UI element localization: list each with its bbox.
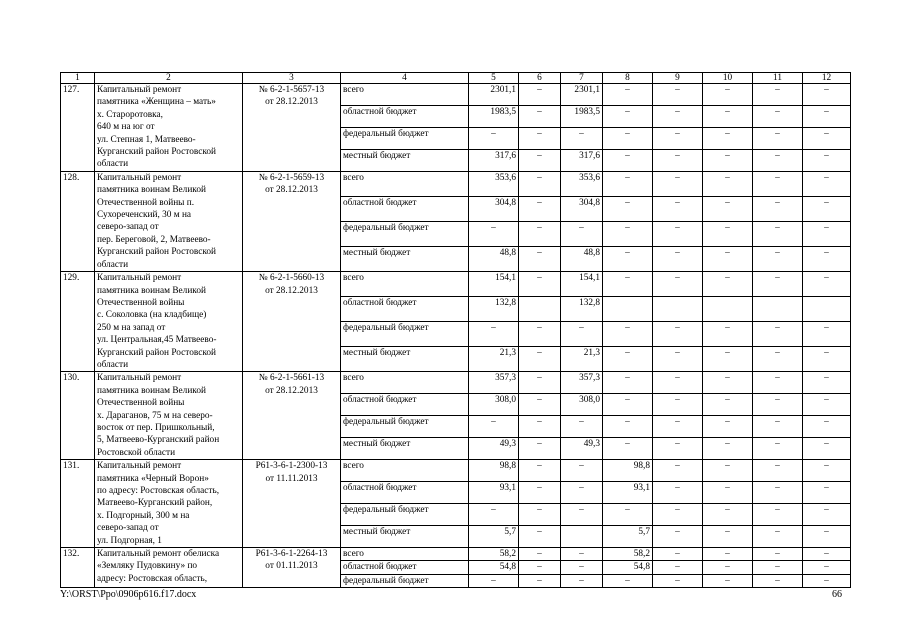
amount-cell: –: [803, 322, 851, 347]
funding-source: федеральный бюджет: [341, 127, 469, 149]
amount-cell: –: [753, 548, 803, 561]
funding-source: местный бюджет: [341, 526, 469, 548]
amount-cell: –: [803, 105, 851, 127]
amount-cell: –: [753, 504, 803, 526]
amount-cell: –: [603, 127, 653, 149]
column-header: 4: [341, 73, 469, 84]
amount-cell: –: [519, 460, 561, 482]
funding-source: федеральный бюджет: [341, 322, 469, 347]
amount-cell: –: [803, 372, 851, 394]
amount-cell: [519, 297, 561, 322]
amount-cell: –: [753, 171, 803, 196]
funding-source: всего: [341, 548, 469, 561]
amount-cell: –: [753, 322, 803, 347]
amount-cell: –: [519, 84, 561, 106]
object-name: Капитальный ремонт обелиска «Земляку Пудовкину» по адресу: Ростовская область,: [95, 548, 243, 588]
row-number: 132.: [61, 548, 95, 588]
amount-cell: 304,8: [469, 196, 519, 221]
object-name: Капитальный ремонт памятника «Женщина – мать» х. Староротовка, 640 м на юг от ул. Степная 1, Матвеево- Курганский район Ростовской области: [95, 84, 243, 172]
amount-cell: –: [519, 504, 561, 526]
amount-cell: –: [753, 416, 803, 438]
amount-cell: –: [603, 504, 653, 526]
amount-cell: –: [703, 526, 753, 548]
document-path: Y:\ORST\Ppo\0906p616.f17.docx: [60, 589, 197, 600]
row-number: 130.: [61, 372, 95, 460]
column-header: 3: [243, 73, 341, 84]
amount-cell: –: [603, 416, 653, 438]
amount-cell: –: [519, 247, 561, 272]
amount-cell: 93,1: [603, 482, 653, 504]
amount-cell: –: [703, 127, 753, 149]
amount-cell: –: [753, 561, 803, 574]
amount-cell: –: [653, 84, 703, 106]
table-row: [61, 460, 851, 482]
amount-cell: –: [803, 526, 851, 548]
column-header-row: [61, 73, 851, 84]
amount-cell: –: [753, 84, 803, 106]
amount-cell: –: [703, 149, 753, 171]
row-number: 128.: [61, 171, 95, 271]
amount-cell: 2301,1: [469, 84, 519, 106]
row-number: 131.: [61, 460, 95, 548]
amount-cell: –: [703, 460, 753, 482]
amount-cell: 54,8: [603, 561, 653, 574]
table-row: [61, 548, 851, 561]
amount-cell: –: [803, 561, 851, 574]
amount-cell: –: [803, 347, 851, 372]
column-header: 7: [561, 73, 603, 84]
amount-cell: –: [519, 416, 561, 438]
funding-source: областной бюджет: [341, 297, 469, 322]
expertise-document: № 6-2-1-5657-13 от 28.12.2013: [243, 84, 341, 172]
amount-cell: –: [703, 394, 753, 416]
amount-cell: –: [603, 105, 653, 127]
amount-cell: –: [653, 196, 703, 221]
amount-cell: –: [803, 149, 851, 171]
amount-cell: –: [561, 561, 603, 574]
amount-cell: –: [803, 196, 851, 221]
amount-cell: –: [753, 438, 803, 460]
funding-source: всего: [341, 372, 469, 394]
amount-cell: –: [653, 438, 703, 460]
amount-cell: –: [653, 504, 703, 526]
amount-cell: 317,6: [469, 149, 519, 171]
amount-cell: 353,6: [469, 171, 519, 196]
amount-cell: 1983,5: [469, 105, 519, 127]
amount-cell: –: [603, 394, 653, 416]
amount-cell: –: [561, 460, 603, 482]
amount-cell: 317,6: [561, 149, 603, 171]
amount-cell: –: [561, 504, 603, 526]
funding-source: всего: [341, 171, 469, 196]
amount-cell: –: [519, 105, 561, 127]
expertise-document: № 6-2-1-5659-13 от 28.12.2013: [243, 171, 341, 271]
amount-cell: –: [803, 416, 851, 438]
expertise-document: № 6-2-1-5661-13 от 28.12.2013: [243, 372, 341, 460]
amount-cell: –: [519, 574, 561, 587]
amount-cell: 5,7: [603, 526, 653, 548]
amount-cell: –: [603, 322, 653, 347]
amount-cell: [753, 297, 803, 322]
amount-cell: 154,1: [469, 272, 519, 297]
amount-cell: –: [519, 221, 561, 246]
amount-cell: –: [753, 272, 803, 297]
amount-cell: 2301,1: [561, 84, 603, 106]
amount-cell: –: [803, 127, 851, 149]
amount-cell: –: [753, 482, 803, 504]
amount-cell: –: [753, 526, 803, 548]
amount-cell: –: [469, 416, 519, 438]
column-header: 8: [603, 73, 653, 84]
amount-cell: –: [561, 127, 603, 149]
amount-cell: –: [803, 84, 851, 106]
funding-source: местный бюджет: [341, 247, 469, 272]
amount-cell: 308,0: [561, 394, 603, 416]
amount-cell: –: [519, 171, 561, 196]
amount-cell: –: [803, 394, 851, 416]
amount-cell: –: [469, 221, 519, 246]
amount-cell: –: [653, 574, 703, 587]
amount-cell: –: [653, 322, 703, 347]
amount-cell: 98,8: [469, 460, 519, 482]
amount-cell: –: [703, 548, 753, 561]
funding-source: федеральный бюджет: [341, 574, 469, 587]
funding-source: областной бюджет: [341, 561, 469, 574]
amount-cell: –: [703, 84, 753, 106]
amount-cell: 21,3: [469, 347, 519, 372]
amount-cell: –: [803, 438, 851, 460]
amount-cell: –: [653, 460, 703, 482]
amount-cell: 93,1: [469, 482, 519, 504]
amount-cell: 58,2: [469, 548, 519, 561]
amount-cell: –: [753, 127, 803, 149]
amount-cell: –: [703, 221, 753, 246]
amount-cell: –: [753, 347, 803, 372]
page-number: 66: [832, 589, 842, 600]
amount-cell: –: [603, 221, 653, 246]
amount-cell: –: [753, 196, 803, 221]
table-row: [61, 84, 851, 106]
amount-cell: –: [653, 221, 703, 246]
amount-cell: –: [653, 272, 703, 297]
amount-cell: 48,8: [561, 247, 603, 272]
amount-cell: –: [803, 482, 851, 504]
column-header: 5: [469, 73, 519, 84]
table-row: [61, 171, 851, 196]
column-header: 1: [61, 73, 95, 84]
amount-cell: 5,7: [469, 526, 519, 548]
amount-cell: –: [703, 272, 753, 297]
amount-cell: 154,1: [561, 272, 603, 297]
amount-cell: –: [653, 482, 703, 504]
amount-cell: 49,3: [561, 438, 603, 460]
funding-source: местный бюджет: [341, 347, 469, 372]
row-number: 129.: [61, 272, 95, 372]
amount-cell: –: [519, 196, 561, 221]
amount-cell: –: [519, 438, 561, 460]
amount-cell: –: [653, 247, 703, 272]
object-name: Капитальный ремонт памятника «Черный Ворон» по адресу: Ростовская область, Матвеево-Курганский район, х. Подгорный, 300 м на северо-запад от ул. Подгорная, 1: [95, 460, 243, 548]
amount-cell: –: [519, 347, 561, 372]
amount-cell: –: [603, 149, 653, 171]
amount-cell: –: [703, 247, 753, 272]
amount-cell: –: [703, 438, 753, 460]
amount-cell: 58,2: [603, 548, 653, 561]
amount-cell: [561, 526, 603, 548]
amount-cell: –: [653, 394, 703, 416]
amount-cell: –: [753, 221, 803, 246]
amount-cell: –: [469, 574, 519, 587]
amount-cell: –: [519, 548, 561, 561]
amount-cell: –: [703, 105, 753, 127]
amount-cell: 132,8: [561, 297, 603, 322]
amount-cell: –: [703, 372, 753, 394]
amount-cell: –: [519, 322, 561, 347]
amount-cell: –: [803, 460, 851, 482]
amount-cell: –: [803, 171, 851, 196]
amount-cell: –: [703, 322, 753, 347]
funding-source: областной бюджет: [341, 482, 469, 504]
amount-cell: –: [653, 372, 703, 394]
amount-cell: –: [469, 322, 519, 347]
amount-cell: 54,8: [469, 561, 519, 574]
amount-cell: –: [561, 322, 603, 347]
amount-cell: –: [561, 416, 603, 438]
column-header: 6: [519, 73, 561, 84]
amount-cell: –: [653, 171, 703, 196]
amount-cell: –: [603, 372, 653, 394]
funding-source: всего: [341, 84, 469, 106]
amount-cell: –: [519, 127, 561, 149]
amount-cell: 98,8: [603, 460, 653, 482]
funding-source: всего: [341, 460, 469, 482]
amount-cell: –: [703, 504, 753, 526]
amount-cell: –: [653, 149, 703, 171]
table-row: [61, 272, 851, 297]
amount-cell: –: [469, 127, 519, 149]
object-name: Капитальный ремонт памятника воинам Великой Отечественной войны х. Дараганов, 75 м на северо- восток от пер. Пришкольный, 5, Матвеево-Курганский район Ростовской области: [95, 372, 243, 460]
amount-cell: 308,0: [469, 394, 519, 416]
amount-cell: –: [703, 416, 753, 438]
amount-cell: [803, 297, 851, 322]
amount-cell: –: [653, 127, 703, 149]
amount-cell: –: [603, 347, 653, 372]
amount-cell: 48,8: [469, 247, 519, 272]
amount-cell: –: [753, 574, 803, 587]
budget-table: [60, 72, 851, 588]
funding-source: федеральный бюджет: [341, 504, 469, 526]
funding-source: областной бюджет: [341, 394, 469, 416]
amount-cell: –: [753, 149, 803, 171]
amount-cell: –: [519, 272, 561, 297]
amount-cell: –: [603, 272, 653, 297]
amount-cell: –: [519, 561, 561, 574]
column-header: 11: [753, 73, 803, 84]
funding-source: местный бюджет: [341, 149, 469, 171]
amount-cell: 49,3: [469, 438, 519, 460]
amount-cell: –: [703, 561, 753, 574]
amount-cell: –: [603, 84, 653, 106]
funding-source: всего: [341, 272, 469, 297]
amount-cell: –: [803, 504, 851, 526]
amount-cell: –: [653, 548, 703, 561]
amount-cell: –: [561, 221, 603, 246]
amount-cell: –: [803, 221, 851, 246]
column-header: 10: [703, 73, 753, 84]
amount-cell: –: [803, 548, 851, 561]
amount-cell: –: [703, 196, 753, 221]
amount-cell: 1983,5: [561, 105, 603, 127]
amount-cell: –: [753, 372, 803, 394]
amount-cell: –: [519, 394, 561, 416]
amount-cell: –: [753, 460, 803, 482]
amount-cell: –: [603, 438, 653, 460]
expertise-document: Р61-3-6-1-2300-13 от 11.11.2013: [243, 460, 341, 548]
table-body: [61, 84, 851, 588]
amount-cell: [653, 297, 703, 322]
amount-cell: 304,8: [561, 196, 603, 221]
amount-cell: –: [603, 574, 653, 587]
amount-cell: –: [803, 272, 851, 297]
amount-cell: –: [803, 247, 851, 272]
column-header: 12: [803, 73, 851, 84]
amount-cell: –: [469, 504, 519, 526]
amount-cell: –: [653, 105, 703, 127]
amount-cell: 357,3: [469, 372, 519, 394]
table-row: [61, 372, 851, 394]
amount-cell: –: [703, 574, 753, 587]
amount-cell: 132,8: [469, 297, 519, 322]
amount-cell: 353,6: [561, 171, 603, 196]
funding-source: областной бюджет: [341, 196, 469, 221]
object-name: Капитальный ремонт памятника воинам Великой Отечественной войны п. Сухореченский, 30 м на северо-запад от пер. Береговой, 2, Матвеево- Курганский район Ростовской области: [95, 171, 243, 271]
amount-cell: –: [653, 416, 703, 438]
amount-cell: 21,3: [561, 347, 603, 372]
amount-cell: –: [519, 482, 561, 504]
funding-source: областной бюджет: [341, 105, 469, 127]
amount-cell: –: [703, 482, 753, 504]
amount-cell: –: [653, 561, 703, 574]
amount-cell: –: [753, 247, 803, 272]
expertise-document: Р61-3-6-1-2264-13 от 01.11.2013: [243, 548, 341, 588]
amount-cell: –: [603, 196, 653, 221]
column-header: 2: [95, 73, 243, 84]
amount-cell: –: [803, 574, 851, 587]
funding-source: местный бюджет: [341, 438, 469, 460]
amount-cell: –: [653, 347, 703, 372]
amount-cell: –: [519, 149, 561, 171]
object-name: Капитальный ремонт памятника воинам Великой Отечественной войны с. Соколовка (на кладбище) 250 м на запад от ул. Центральная,45 Матвеево- Курганский район Ростовской области: [95, 272, 243, 372]
amount-cell: –: [753, 105, 803, 127]
column-header: 9: [653, 73, 703, 84]
amount-cell: –: [653, 526, 703, 548]
amount-cell: –: [561, 548, 603, 561]
amount-cell: [603, 297, 653, 322]
amount-cell: –: [603, 247, 653, 272]
amount-cell: –: [561, 482, 603, 504]
amount-cell: –: [703, 171, 753, 196]
amount-cell: –: [561, 574, 603, 587]
funding-source: федеральный бюджет: [341, 221, 469, 246]
amount-cell: –: [703, 347, 753, 372]
amount-cell: 357,3: [561, 372, 603, 394]
amount-cell: –: [603, 171, 653, 196]
amount-cell: –: [519, 372, 561, 394]
amount-cell: –: [519, 526, 561, 548]
amount-cell: –: [753, 394, 803, 416]
amount-cell: [703, 297, 753, 322]
funding-source: федеральный бюджет: [341, 416, 469, 438]
row-number: 127.: [61, 84, 95, 172]
expertise-document: № 6-2-1-5660-13 от 28.12.2013: [243, 272, 341, 372]
